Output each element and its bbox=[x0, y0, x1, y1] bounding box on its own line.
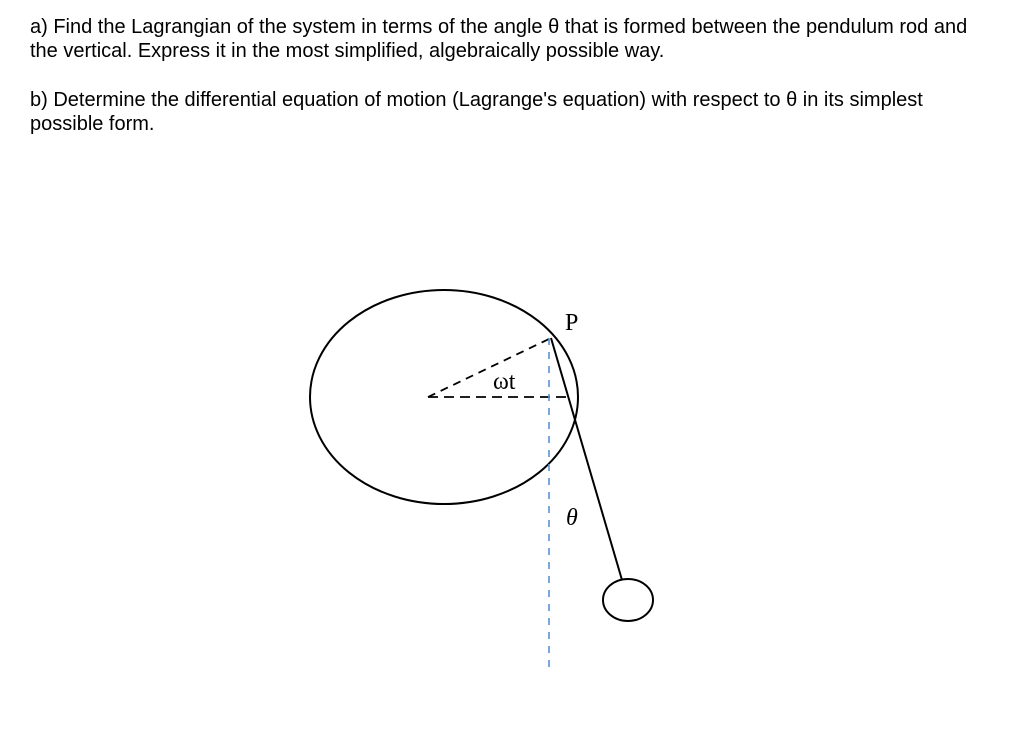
question-part-b: b) Determine the differential equation of motion (Lagrange's equation) with respect to θ in its simplest possible form. bbox=[30, 89, 923, 135]
rotation-angle-label: ωt bbox=[493, 369, 516, 395]
pendulum-angle-label: θ bbox=[566, 505, 578, 531]
pendulum-rod bbox=[551, 338, 622, 580]
point-label-p: P bbox=[565, 310, 579, 336]
rotating-radius-dash bbox=[428, 338, 551, 397]
pendulum-bob bbox=[603, 579, 653, 621]
question-part-a: a) Find the Lagrangian of the system in terms of the angle θ that is formed between the pendulum rod and the vertical. Express it in the most simplified, algebraically possible way. bbox=[30, 16, 968, 62]
